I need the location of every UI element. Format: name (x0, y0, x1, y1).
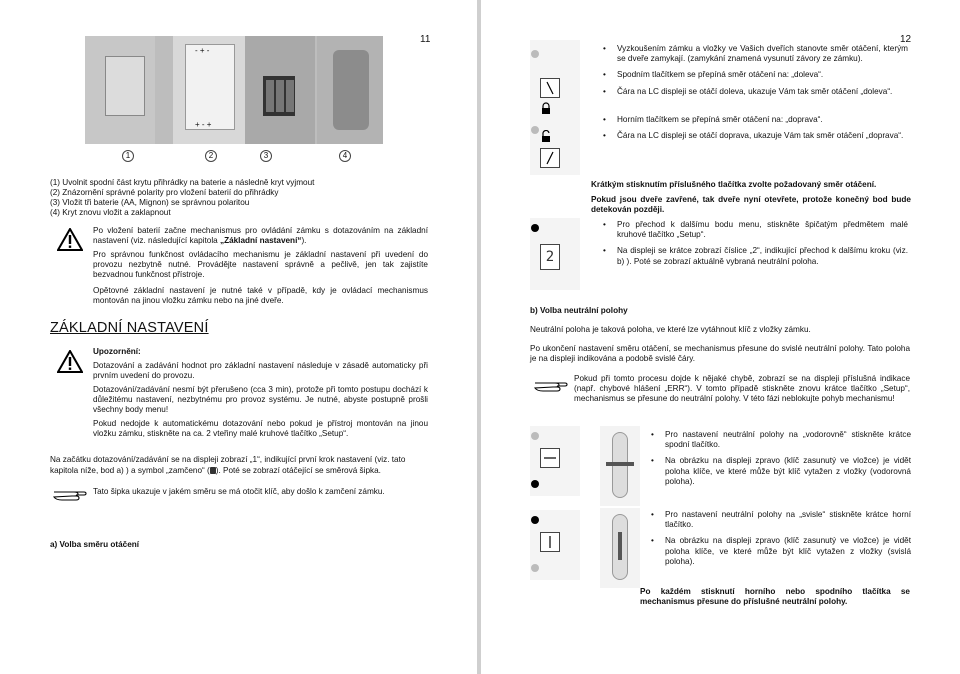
lcd-right-arrow (540, 148, 560, 168)
section-heading: ZÁKLADNÍ NASTAVENÍ (50, 320, 209, 336)
warning-text-1: Dotazování a zadávání hodnot pro základní nastavení následuje v zásadě automaticky při prvním uvedení do provozu. (93, 361, 428, 381)
battery-note-link: „Základní nastavení“ (219, 236, 302, 246)
setup-button-icon (531, 224, 539, 232)
right-page (481, 0, 960, 674)
arrow-note: Tato šipka ukazuje v jakém směru se má otočit klíč, aby došlo k zamčení zámku. (93, 487, 385, 496)
button-indicator-icon (531, 564, 539, 572)
bullet-item: • Pro nastavení neutrální polohy na „vodorovně“ stiskněte krátce spodní tlačítko. (651, 430, 911, 450)
open-door-text: Pokud jsou dveře zavřené, tak dveře nyní otevřete, protože konečný bod bude detekován později. (591, 195, 911, 215)
final-note: Po každém stisknutí horního nebo spodního tlačítka se mechanismus přesune do příslušné neutrální polohy. (640, 587, 910, 607)
lcd-digit-display: 2 (540, 244, 560, 270)
warning-triangle-icon (57, 350, 83, 373)
bullet-item: • Horním tlačítkem se přepíná směr otáčení na: „doprava“. (603, 115, 908, 125)
figure-number-4: 4 (339, 150, 351, 162)
bottom-button-icon (531, 480, 539, 488)
battery-polarity-top: - + - (195, 46, 210, 55)
bullet-item: • Na displeji se krátce zobrazí číslice „2“, indikující přechod k dalšímu kroku (viz. b) ). Poté se zobrazí aktuálně vybraná neutrální poloha. (603, 246, 908, 266)
button-indicator-icon (531, 50, 539, 58)
bullet-item: • Čára na LC displeji se otáčí doprava, ukazuje Vám tak směr otáčení „doprava“. (603, 131, 908, 141)
warning-title: Upozornění: (93, 347, 141, 356)
warning-triangle-icon (57, 228, 83, 251)
step-1: (1) Uvolnit spodní část krytu přihrádky na baterie a následně kryt vyjmout (50, 178, 315, 187)
neutral-definition: Neutrální poloha je taková poloha, ve které lze vytáhnout klíč z vložky zámku. (530, 325, 811, 334)
lcd-horizontal-line (540, 448, 560, 468)
warning-text-2: Dotazování/zadávání nesmí být přerušeno (cca 3 min), protože při tomto postupu dochází k důležitému nastavení, nezbytnému pro provoz systému. Je nutné, abyste postupně prošli všechny body menu! (93, 385, 428, 415)
direction-bullets (603, 44, 908, 147)
proper-setup-note: Pro správnou funkčnost ovládacího mechanismu je základní nastavení při uvedení do provozu nezbytně nutné. Provádějte nastavení správně a pečlivě, jen tak zajistíte bezvadnou funkčnost přístroje. (93, 250, 428, 280)
locked-padlock-icon (541, 102, 551, 114)
device-horizontal-illustration (530, 426, 580, 496)
button-indicator-icon (531, 432, 539, 440)
vertical-bullets (651, 510, 911, 573)
error-note: Pokud při tomto procesu dojde k nějaké chybě, zobrazí se na displeji příslušná indikace (např. chybové hlášení „ERR“). V tomto případě stiskněte znovu krátce tlačítko „Setup“, mechanismus se přesune do neutrální polohy. V této fázi neblokujte pohyb mechanismu! (574, 374, 910, 404)
bullet-item: • Na obrázku na displeji zpravo (klíč zasunutý ve vložce) je vidět poloha klíče, ve které může být klíč vytažen z vložky (vodorovná poloha). (651, 456, 911, 487)
page-number-left: 11 (420, 34, 431, 45)
device-vertical-illustration (530, 510, 580, 580)
step-4: (4) Kryt znovu vložit a zaklapnout (50, 208, 171, 217)
battery-note-end: ). (301, 236, 307, 246)
section-b-heading: b) Volba neutrální polohy (530, 306, 628, 315)
neutral-intro: Po ukončení nastavení směru otáčení, se mechanismus přesune do svislé neutrální polohy. Tato poloha je na displeji indikována a podobě svislé čáry. (530, 344, 910, 364)
start-text-2a: kapitola níže, bod a) ) a symbol „zamčeno“ ( (50, 466, 210, 475)
bullet-item: • Pro nastavení neutrální polohy na „svisle“ stiskněte krátce horní tlačítko. (651, 510, 911, 530)
start-text-1: Na začátku dotazování/zadávání se na displeji zobrazí „1“, indikující první krok nastavení (viz. tato (50, 455, 406, 464)
step-2: (2) Znázornění správné polarity pro vložení baterií do přihrádky (50, 188, 279, 197)
device-step2-illustration (530, 218, 580, 290)
cylinder-horizontal-image (600, 426, 640, 506)
pointing-hand-icon (533, 376, 569, 394)
section-a-heading: a) Volba směru otáčení (50, 540, 140, 549)
start-text-2b: ). Poté se zobrazí otáčející se směrová šipka. (215, 466, 381, 475)
device-direction-illustration (530, 40, 580, 175)
button-indicator-icon (531, 126, 539, 134)
figure-number-1: 1 (122, 150, 134, 162)
lcd-vertical-line (540, 532, 560, 552)
top-button-icon (531, 516, 539, 524)
bullet-item: • Pro přechod k dalšímu bodu menu, stiskněte špičatým předmětem malé kruhové tlačítko „Setup“. (603, 220, 908, 240)
bullet-item: • Spodním tlačítkem se přepíná směr otáčení na: „doleva“. (603, 70, 908, 80)
confirm-direction-text: Krátkým stisknutím příslušného tlačítka zvolte požadovaný směr otáčení. (591, 180, 877, 189)
battery-polarity-bottom: + - + (195, 120, 212, 129)
unlocked-padlock-icon (541, 130, 551, 142)
battery-note (93, 226, 428, 246)
battery-installation-photo (85, 36, 383, 144)
figure-number-2: 2 (205, 150, 217, 162)
bullet-item: • Čára na LC displeji se otáčí doleva, ukazuje Vám tak směr otáčení „doleva“. (603, 87, 908, 97)
horizontal-bullets (651, 430, 911, 493)
warning-text-3: Pokud nedojde k automatickému dotazování nebo pokud je přístroj montován na jinou vložku zámku, stiskněte na ca. 2 vteřiny malé kruhové tlačítko „Setup“. (93, 419, 428, 439)
lcd-left-arrow (540, 78, 560, 98)
left-page (0, 0, 477, 674)
bullet-item: • Na obrázku na displeji zpravo (klíč zasunutý ve vložce) je vidět poloha klíče, ve které může být klíč vytažen z vložky (svislá poloha). (651, 536, 911, 567)
repeat-setup-note: Opětovné základní nastavení je nutné také v případě, kdy je ovládací mechanismus montován na jinou vložku zámku nebo na jiné dveře. (93, 286, 428, 306)
step-3: (3) Vložit tři baterie (AA, Mignon) se správnou polaritou (50, 198, 250, 207)
figure-number-3: 3 (260, 150, 272, 162)
battery-note-text: Po vložení baterií začne mechanismus pro ovládání zámku s dotazováním na základní nastavení (viz. následující kapitola (93, 226, 428, 246)
pointing-hand-icon (52, 485, 88, 503)
cylinder-vertical-image (600, 508, 640, 588)
start-text-2 (50, 466, 381, 476)
page-number-right: 12 (900, 34, 912, 45)
bullet-item: • Vyzkoušením zámku a vložky ve Vašich dveřích stanovte směr otáčení, kterým se dveře zamykají. (zamykání znamená vysunutí závory ze zámku). (603, 44, 908, 64)
setup-bullets (603, 220, 908, 273)
